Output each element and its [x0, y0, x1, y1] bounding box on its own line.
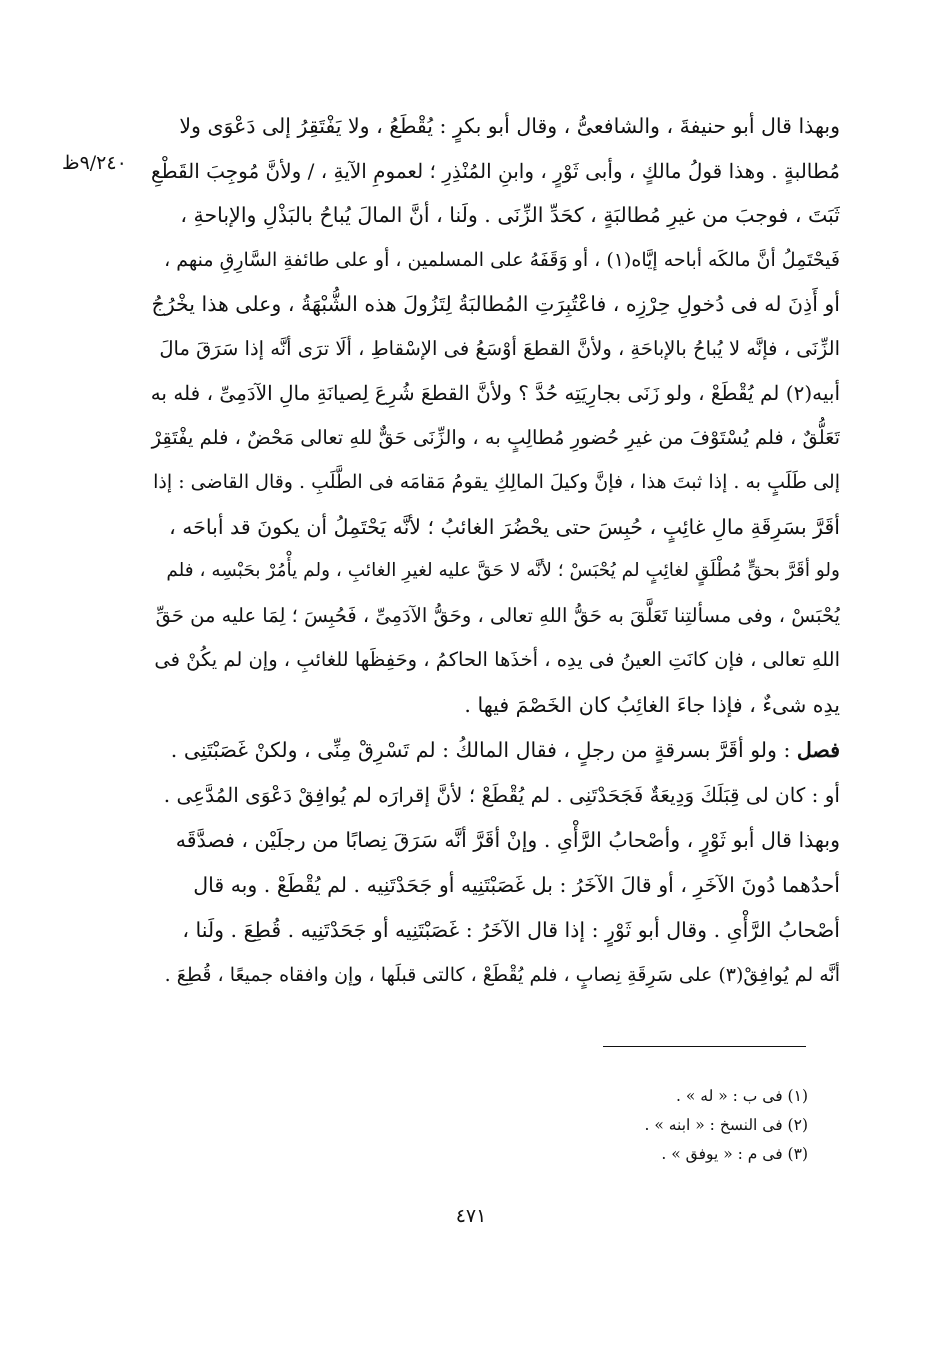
text-line: أو : كان لى قِبَلَكَ وَدِيعَةٌ فَجَحَدْتَنِى . لم يُقْطَعْ ؛ لأنَّ إقرارَه لم يُوافِقْ دَعْوَى المُدَّعِى . — [163, 783, 840, 807]
footnotes — [560, 1082, 808, 1169]
text-line: يُحْبَسْ ، وفى مسألتِنا تَعَلَّقَ به حَقُّ اللهِ تعالى ، وحَقُّ الآدَمِىِّ ، فَحُبِسَ ؛ لِمَا عليه من حَقِّ — [155, 603, 840, 627]
text-line: وبهذا قال أبو حنيفةَ ، والشافعىُّ ، وقال أبو بكرٍ : يُقْطَعُ ، ولا يَفْتَقِرُ إلى دَعْوَى ولا — [179, 114, 840, 138]
text-line: فَيحْتَمِلُ أنَّ مالكَه أباحه إيَّاه(١) ، أو وَقَفَهُ على المسلمين ، أو على طائفةِ السَّارِقِ منهم ، — [164, 248, 840, 271]
footnote-separator — [603, 1046, 806, 1047]
footnote: (٣) فى م : « يوفق » . — [661, 1145, 808, 1163]
text-line: وبهذا قال أبو ثَوْرٍ ، وأصْحابُ الرَّأْىِ . وإنْ أقَرَّ أنَّه سَرَقَ نِصابًا من رجلَيْن ، فصدَّقَه — [175, 828, 840, 852]
text-line: أصْحابُ الرَّأْىِ . وقال أبو ثَوْرٍ : إذا قال الآخَرُ : غَصَبْتَنِيه أو جَحَدْتَنِيه . قُطِعَ . ولَنا ، — [182, 918, 840, 942]
paragraph-main — [150, 104, 840, 727]
section-first-line-text: : ولو أقَرَّ بسرقةٍ من رجلٍ ، فقال المالكُ : لم تَسْرِقْ مِنِّى ، ولكنْ غَصَبْتَنِى . — [170, 738, 797, 762]
text-line: أنَّه لم يُوافِقْ(٣) على سَرِقَةِ نِصابٍ ، فلم يُقْطَعْ ، كالتى قبلَها ، وإن وافقاه جميعًا ، قُطِعَ . — [164, 964, 840, 986]
text-line: إلى طَلَبٍ به . إذا ثبتَ هذا ، فإنَّ وكيلَ المالِكِ يقومُ مَقامَه فى الطَّلَبِ . وقال القاضى : إذا — [153, 471, 840, 493]
section-heading-word: فصل — [796, 738, 840, 762]
text-line: يدِه شىءٌ ، فإذا جاءَ الغائِبُ كان الخَصْمَ فيها . — [464, 692, 840, 717]
footnote: (٢) فى النسخ : « ابنه » . — [644, 1116, 808, 1134]
text-line: تَعَلُّقٌ ، فلم يُسْتَوْفَ من غيرِ حُضورِ مُطالِبٍ به ، والزِّنَى حَقٌّ للهِ تعالى مَحْضٌ ، فلم يفْتَقِرْ — [151, 425, 840, 449]
text-line: أبيه(٢) لم يُقْطَعْ ، ولو زَنَى بجارِيَتِه حُدَّ ؟ ولأنَّ القطعَ شُرِعَ لِصيانَةِ مالِ الآدَمِىِّ ، فله به — [150, 381, 840, 405]
text-line: أحدُهما دُونَ الآخَرِ ، أو قالَ الآخَرُ : بل غَصَبْتَنِيه أو جَحَدْتَنِيه . لم يُقْطَعْ . وبه قال — [193, 873, 840, 897]
page-number: ٤٧١ — [455, 1205, 487, 1227]
margin-manuscript-reference: ٩/٢٤٠ظ — [62, 152, 127, 174]
text-line: اللهِ تعالى ، فإن كانَتِ العينُ فى يدِه ، أخذَها الحاكمُ ، وحَفِظَها للغائبِ ، وإن لم يكُنْ فى — [154, 648, 840, 671]
text-line: ثَبَتَ ، فوجبَ من غيرِ مُطالبَةٍ ، كحَدِّ الزِّنَى . ولَنا ، أنَّ المالَ يُباحُ بالبَذْلِ والإباحةِ ، — [180, 203, 840, 227]
text-line: أقَرَّ بسَرِقَةِ مالِ غائِبٍ ، حُبِسَ حتى يحْضُرَ الغائبُ ؛ لأنَّه يَحْتَمِلُ أن يكونَ قد أباحَه ، — [169, 514, 840, 539]
text-line: مُطالبةٍ . وهذا قولُ مالكٍ ، وأبى ثَوْرٍ ، وابنِ المُنْذِرِ ؛ لعمومِ الآيةِ ، / ولأنَّ مُوجِبَ القَطْعِ — [150, 158, 840, 183]
footnote: (١) فى ب : « له » . — [676, 1087, 808, 1105]
paragraph-section — [150, 728, 840, 998]
text-line: الزِّنَى ، فإنَّه لا يُباحُ بالإباحَةِ ، ولأنَّ القطعَ أوْسَعُ فى الإسْقاطِ ، ألَا ترَى أنَّه إذا سَرَقَ مالَ — [159, 336, 840, 360]
text-line: أو أَذِنَ له فى دُخولِ حِرْزِه ، فاعْتُبِرَتِ المُطالبَةُ لِتَزُولَ هذه الشُّبْهَةُ ، وعلى هذا يخْرُجُ — [151, 292, 840, 316]
text-line: ولو أقَرَّ بحقٍّ مُطْلَقٍ لغائِبٍ لم يُحْبَسْ ؛ لأنَّه لا حَقَّ عليه لغيرِ الغائبِ ، ولم يأْمُرْ بحَبْسِه ، فلم — [166, 560, 840, 581]
section-first-line — [150, 728, 840, 773]
